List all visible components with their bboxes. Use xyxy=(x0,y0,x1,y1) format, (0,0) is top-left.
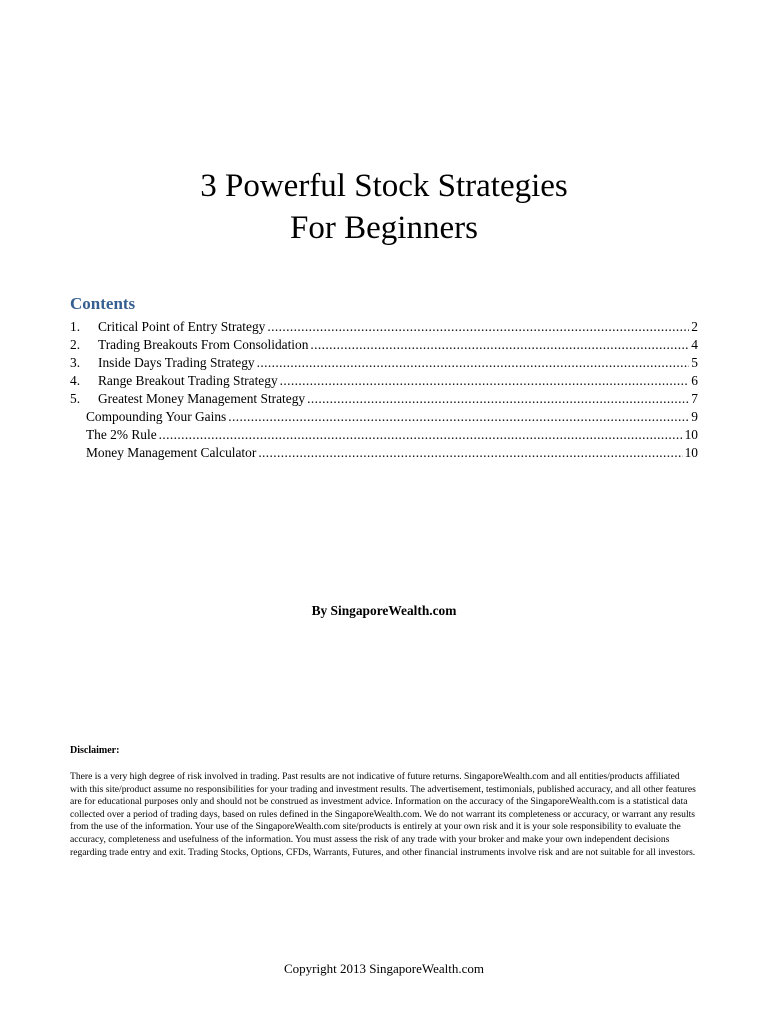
contents-heading: Contents xyxy=(70,294,136,313)
toc-dot-leader xyxy=(258,444,682,462)
disclaimer-text: There is a very high degree of risk involved in trading. Past results are not indicative of future returns. SingaporeWealth.com and all entities/products affiliated with this site/product assume no responsibilities for your trading and investment results. The advertisement, testimonials, published accuracy, and all other features are for educational purposes only and should not be construed as investment advice. Information on the accuracy of the SingaporeWealth.com is a statistical data collected over a period of trading days, based on rules defined in the SingaporeWealth.com. We do not warrant its completeness or accuracy, or warrant any results from the use of the information. Your use of the SingaporeWealth.com site/products is entirely at your own risk and it is your sole responsibility to evaluate the accuracy, completeness and usefulness of the information. You must assess the risk of any trade with your broker and make your own independent decisions regarding trade entry and exit. Trading Stocks, Options, CFDs, Warrants, Futures, and other financial instruments involve risk and are not suitable for all investors. xyxy=(70,771,696,858)
toc-entry-inside-days[interactable] xyxy=(70,354,698,372)
toc-entry-money-management[interactable] xyxy=(70,390,698,408)
disclaimer-heading: Disclaimer: xyxy=(70,745,120,756)
title-line-2: For Beginners xyxy=(290,210,478,246)
toc-dot-leader xyxy=(228,408,689,426)
toc-entry-number: 2. xyxy=(70,337,81,352)
toc-entry-compounding[interactable] xyxy=(70,408,698,426)
toc-entry-number: 3. xyxy=(70,355,81,370)
toc-entry-label: Range Breakout Trading Strategy xyxy=(98,373,278,388)
toc-entry-two-percent-rule[interactable] xyxy=(70,426,698,444)
toc-entry-number: 4. xyxy=(70,373,81,388)
toc-entry-label: Greatest Money Management Strategy xyxy=(98,391,306,406)
toc-entry-page: 10 xyxy=(684,427,698,442)
toc-entry-label: Critical Point of Entry Strategy xyxy=(98,319,266,334)
toc-entry-trading-breakouts[interactable] xyxy=(70,336,698,354)
toc-entry-page: 4 xyxy=(691,337,698,352)
toc-dot-leader xyxy=(159,426,683,444)
toc-entry-label: The 2% Rule xyxy=(86,427,157,442)
toc-dot-leader xyxy=(310,336,689,354)
toc-entry-label: Inside Days Trading Strategy xyxy=(98,355,255,370)
toc-entry-label: Trading Breakouts From Consolidation xyxy=(98,337,309,352)
byline: By SingaporeWealth.com xyxy=(311,603,457,618)
toc-entry-critical-point[interactable] xyxy=(70,318,698,336)
toc-dot-leader xyxy=(257,354,690,372)
copyright-footer: Copyright 2013 SingaporeWealth.com xyxy=(283,961,485,976)
table-of-contents xyxy=(70,318,698,462)
toc-entry-page: 9 xyxy=(691,409,698,424)
toc-dot-leader xyxy=(307,390,689,408)
toc-entry-page: 6 xyxy=(691,373,698,388)
document-title xyxy=(0,165,768,249)
toc-dot-leader xyxy=(280,372,690,390)
title-line-1: 3 Powerful Stock Strategies xyxy=(200,168,568,204)
toc-dot-leader xyxy=(267,318,689,336)
toc-entry-number: 5. xyxy=(70,391,81,406)
toc-entry-calculator[interactable] xyxy=(70,444,698,462)
toc-entry-page: 10 xyxy=(684,445,698,460)
toc-entry-page: 2 xyxy=(691,319,698,334)
toc-entry-label: Compounding Your Gains xyxy=(86,409,227,424)
toc-entry-range-breakout[interactable] xyxy=(70,372,698,390)
toc-entry-number: 1. xyxy=(70,319,81,334)
toc-entry-page: 5 xyxy=(691,355,698,370)
toc-entry-label: Money Management Calculator xyxy=(86,445,257,460)
toc-entry-page: 7 xyxy=(691,391,698,406)
